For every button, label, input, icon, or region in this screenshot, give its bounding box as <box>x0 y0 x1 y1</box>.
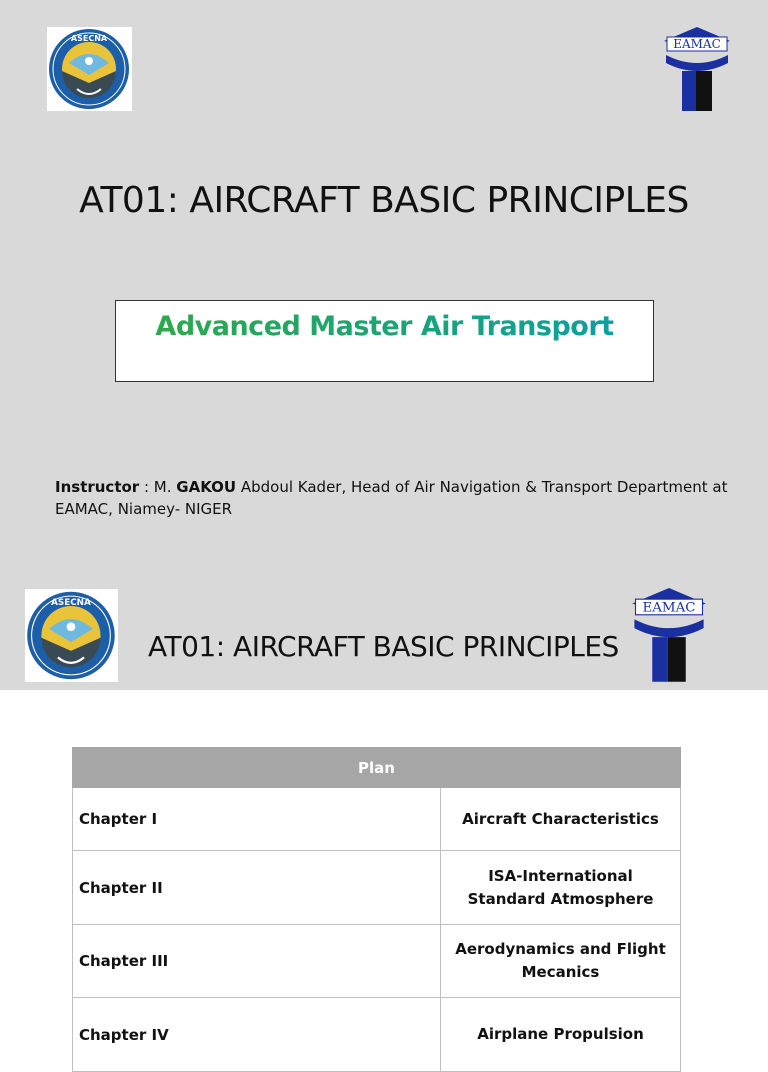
instructor-details: Abdoul Kader, Head of Air Navigation & Transport Department at EAMAC, Niamey- NIGER <box>55 478 728 518</box>
asecna-logo <box>47 27 132 111</box>
eamac-logo <box>626 588 712 684</box>
asecna-emblem-icon <box>25 589 118 682</box>
plan-slide-title: AT01: AIRCRAFT BASIC PRINCIPLES <box>148 630 619 663</box>
table-row <box>73 851 681 925</box>
chapter-title: Aerodynamics and Flight Mecanics <box>441 925 681 998</box>
svg-text:ASECNA: ASECNA <box>70 34 108 43</box>
chapter-label: Chapter I <box>73 788 441 851</box>
chapter-label: Chapter II <box>73 851 441 925</box>
plan-table-header: Plan <box>73 748 681 788</box>
instructor-surname: GAKOU <box>176 478 237 496</box>
eamac-emblem-icon <box>626 588 712 684</box>
chapter-title: Airplane Propulsion <box>441 998 681 1072</box>
svg-text:EAMAC: EAMAC <box>642 600 696 616</box>
table-row <box>73 998 681 1072</box>
plan-table-header-row <box>73 748 681 788</box>
presentation-title: AT01: AIRCRAFT BASIC PRINCIPLES <box>79 180 689 221</box>
svg-text:ASECNA: ASECNA <box>51 597 91 608</box>
plan-table <box>72 747 681 1072</box>
table-row <box>73 788 681 851</box>
svg-text:EAMAC: EAMAC <box>673 37 721 51</box>
plan-slide-header <box>0 573 768 690</box>
asecna-emblem-icon <box>47 27 132 111</box>
chapter-title: ISA-International Standard Atmosphere <box>441 851 681 925</box>
subtitle: Advanced Master Air Transport <box>155 311 614 342</box>
instructor-label: Instructor <box>55 478 140 496</box>
asecna-logo <box>25 589 118 682</box>
instructor-separator: : M. <box>139 478 177 496</box>
chapter-label: Chapter IV <box>73 998 441 1072</box>
instructor-info <box>55 476 755 520</box>
subtitle-box <box>115 300 654 382</box>
chapter-title: Aircraft Characteristics <box>441 788 681 851</box>
eamac-logo <box>664 27 730 113</box>
chapter-label: Chapter III <box>73 925 441 998</box>
table-row <box>73 925 681 998</box>
eamac-emblem-icon <box>664 27 730 113</box>
